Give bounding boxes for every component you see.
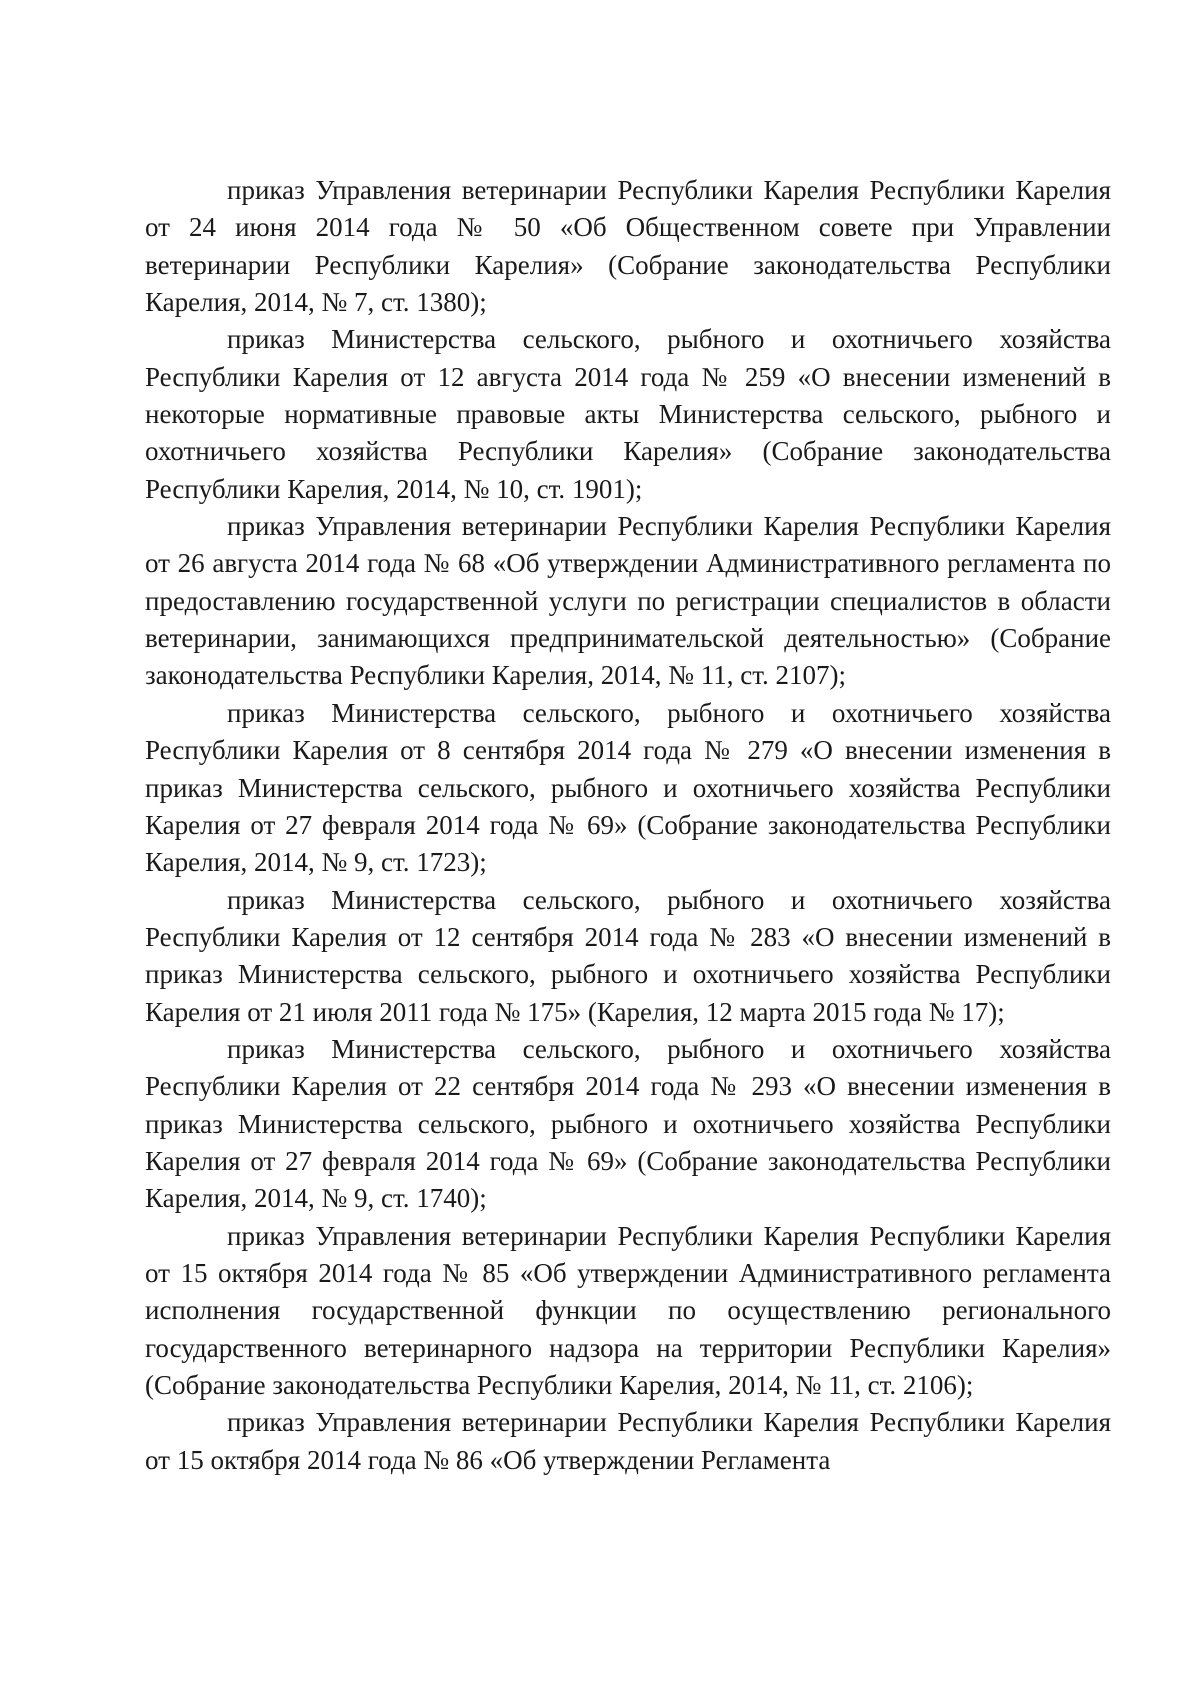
paragraph-order-86: приказ Управления ветеринарии Республики Карелия Республики Карелия от 15 октября 2014 года № 86 «Об утверждении Регламента	[145, 1407, 1111, 1475]
paragraph-order-279: приказ Министерства сельского, рыбного и охотничьего хозяйства Республики Карелия от 8 сентября 2014 года № 279 «О внесении изменения в приказ Министерства сельского, рыбного и охотничьего хозяйства Республики Карелия от 27 февраля 2014 года № 69» (Собрание законодательства Республики Карелия, 2014, № 9, ст. 1723);	[145, 697, 1111, 878]
document-body	[145, 172, 1111, 1479]
paragraph-order-50: приказ Управления ветеринарии Республики Карелия Республики Карелия от 24 июня 2014 года № 50 «Об Общественном совете при Управлении ветеринарии Республики Карелия» (Собрание законодательства Республики Карелия, 2014, № 7, ст. 1380);	[145, 175, 1111, 318]
paragraph-order-259: приказ Министерства сельского, рыбного и охотничьего хозяйства Республики Карелия от 12 августа 2014 года № 259 «О внесении изменений в некоторые нормативные правовые акты Министерства сельского, рыбного и охотничьего хозяйства Республики Карелия» (Собрание законодательства Республики Карелия, 2014, № 10, ст. 1901);	[145, 324, 1111, 504]
paragraph-order-293: приказ Министерства сельского, рыбного и охотничьего хозяйства Республики Карелия от 22 сентября 2014 года № 293 «О внесении изменения в приказ Министерства сельского, рыбного и охотничьего хозяйства Республики Карелия от 27 февраля 2014 года № 69» (Собрание законодательства Республики Карелия, 2014, № 9, ст. 1740);	[145, 1033, 1111, 1214]
paragraph-order-68: приказ Управления ветеринарии Республики Карелия Республики Карелия от 26 августа 2014 года № 68 «Об утверждении Административного регламента по предоставлению государственной услуги по регистрации специалистов в области ветеринарии, занимающихся предпринимательской деятельностью» (Собрание законодательства Республики Карелия, 2014, № 11, ст. 2107);	[145, 511, 1111, 691]
paragraph-order-283: приказ Министерства сельского, рыбного и охотничьего хозяйства Республики Карелия от 12 сентября 2014 года № 283 «О внесении изменений в приказ Министерства сельского, рыбного и охотничьего хозяйства Республики Карелия от 21 июля 2011 года № 175» (Карелия, 12 марта 2015 года № 17);	[145, 884, 1111, 1027]
paragraph-order-85: приказ Управления ветеринарии Республики Карелия Республики Карелия от 15 октября 2014 года № 85 «Об утверждении Административного регламента исполнения государственной функции по осуществлению регионального государственного ветеринарного надзора на территории Республики Карелия» (Собрание законодательства Республики Карелия, 2014, № 11, ст. 2106);	[145, 1220, 1111, 1400]
